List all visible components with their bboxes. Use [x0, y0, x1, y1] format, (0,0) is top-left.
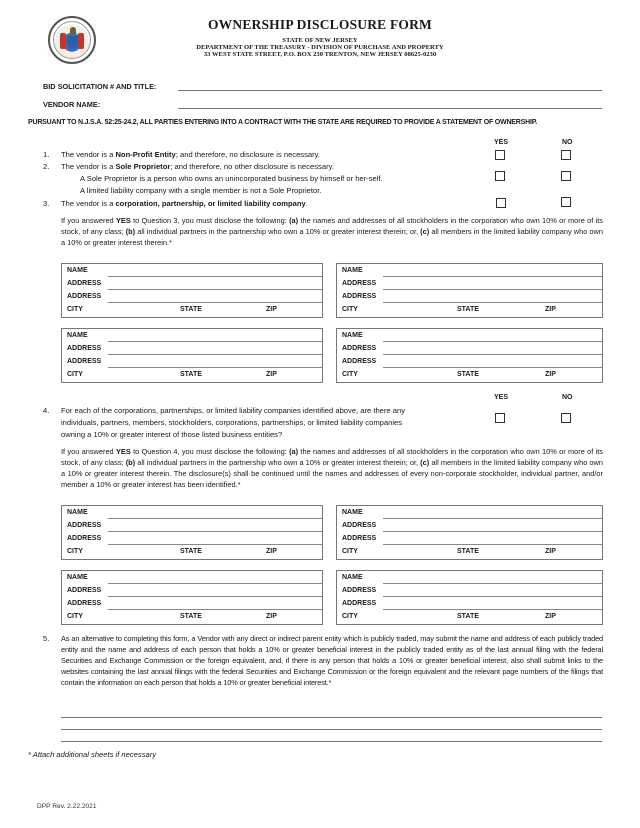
question-2-definition: A Sole Proprietor is a person who owns an unincorporated business by himself or her-self. [80, 174, 383, 183]
department-name: DEPARTMENT OF THE TREASURY - DIVISION OF PURCHASE AND PROPERTY [196, 44, 444, 51]
zip-label: ZIP [545, 613, 556, 620]
city-label: CITY [67, 306, 83, 313]
address-label: ADDRESS [342, 522, 377, 529]
zip-label: ZIP [266, 306, 277, 313]
address-label: ADDRESS [342, 587, 377, 594]
yes-column-header: YES [494, 139, 509, 146]
name-field[interactable] [383, 276, 602, 277]
state-field[interactable] [208, 370, 264, 382]
city-field[interactable] [361, 370, 455, 382]
question-4-text-line1: For each of the corporations, partnerships, or limited liability companies identified above, are there any [61, 406, 406, 415]
bid-solicitation-field[interactable] [178, 90, 602, 91]
name-field[interactable] [108, 276, 322, 277]
q4-address-box-2 [336, 505, 603, 560]
state-label: STATE [180, 371, 202, 378]
question-2-no-checkbox[interactable] [561, 171, 571, 181]
address-2-label: ADDRESS [342, 535, 377, 542]
city-field[interactable] [361, 305, 455, 317]
city-label: CITY [67, 371, 83, 378]
address-2-field[interactable] [383, 302, 602, 303]
address-2-field[interactable] [383, 609, 602, 610]
question-1-number: 1. [43, 150, 50, 159]
city-label: CITY [342, 548, 358, 555]
q3-address-box-1 [61, 263, 323, 318]
name-field[interactable] [383, 341, 602, 342]
address-field[interactable] [383, 596, 602, 597]
city-field[interactable] [361, 612, 455, 624]
name-label: NAME [342, 267, 363, 274]
zip-field[interactable] [284, 305, 322, 317]
address-2-field[interactable] [383, 544, 602, 545]
zip-label: ZIP [545, 306, 556, 313]
city-label: CITY [67, 613, 83, 620]
question-5-text: As an alternative to completing this form, a Vendor with any direct or indirect parent entity which is publicly traded, may submit the name and address of each publicly traded entity and the name and address of each person that holds a 10% or greater beneficial interest in the publicly traded entity as of the last annual filing with the federal Securities and Exchange Commission or the foreign equivalent, and, if there is any person that holds a 10% or greater beneficial interest, also shall submit links to the websites containing the last annual filings with the federal Securities and Exchange Commission or the foreign equivalent and the relevant page numbers of the filings that contain the information on each person that holds a 10% or greater beneficial interest.* [61, 634, 603, 687]
address-field[interactable] [108, 354, 322, 355]
address-2-field[interactable] [108, 544, 322, 545]
q4-no-column-header: NO [562, 394, 573, 401]
q4-address-box-4 [336, 570, 603, 625]
attach-sheets-note: * Attach additional sheets if necessary [28, 750, 157, 759]
zip-field[interactable] [284, 547, 322, 559]
address-label: ADDRESS [67, 587, 102, 594]
zip-label: ZIP [266, 613, 277, 620]
question-2-text: The vendor is a Sole Proprietor; and therefore, no other disclosure is necessary. [61, 162, 334, 171]
q4-address-box-3 [61, 570, 323, 625]
question-4-instructions: If you answered YES to Question 4, you must disclose the following: (a) the names and addresses of all stockholders in the corporation who own 10% or more of its stock, of any class; (b) all individual partners in the partnership who own a 10% or greater interest therein; or, (c) all members in the limited liability company who own a 10% or greater interest therein. The disclosure(s) shall be continued until the names and addresses of every non-corporate stockholder, individual partner, and/or member a 10% or greater interest has been identified.* [61, 447, 603, 489]
q3-address-box-2 [336, 263, 603, 318]
address-label: ADDRESS [67, 522, 102, 529]
city-label: CITY [342, 371, 358, 378]
state-field[interactable] [208, 305, 264, 317]
state-field[interactable] [485, 370, 543, 382]
question-3-instructions: If you answered YES to Question 3, you must disclose the following: (a) the names and addresses of all stockholders in the corporation who own 10% or more of its stock, of any class; (b) all individual partners in the partnership who own a 10% or greater interest therein; or, (c) all members in the limited liability company who own a 10% or greater interest therein.* [61, 216, 603, 247]
state-label: STATE [180, 306, 202, 313]
question-4-text-line2: individuals, partners, members, stockholders, corporations, partnerships, or limited liability companies [61, 418, 403, 427]
no-column-header: NO [562, 139, 573, 146]
vendor-name-field[interactable] [178, 108, 602, 109]
address-field[interactable] [108, 289, 322, 290]
name-field[interactable] [383, 518, 602, 519]
question-3-no-checkbox[interactable] [561, 197, 571, 207]
name-label: NAME [67, 509, 88, 516]
address-2-label: ADDRESS [67, 535, 102, 542]
question-1-yes-checkbox[interactable] [495, 150, 505, 160]
zip-field[interactable] [284, 612, 322, 624]
state-field[interactable] [208, 612, 264, 624]
address-2-field[interactable] [108, 367, 322, 368]
state-field[interactable] [485, 547, 543, 559]
question-5-answer-line-2[interactable] [61, 729, 602, 730]
question-5-answer-line-1[interactable] [61, 717, 602, 718]
q4-address-box-1 [61, 505, 323, 560]
state-field[interactable] [485, 612, 543, 624]
question-3-text: The vendor is a corporation, partnership, or limited liability company. [61, 199, 308, 208]
state-label: STATE [180, 548, 202, 555]
name-field[interactable] [108, 583, 322, 584]
question-4-yes-checkbox[interactable] [495, 413, 505, 423]
zip-field[interactable] [563, 547, 602, 559]
form-title: OWNERSHIP DISCLOSURE FORM [207, 17, 433, 32]
zip-field[interactable] [563, 370, 602, 382]
question-1-no-checkbox[interactable] [561, 150, 571, 160]
q4-yes-column-header: YES [494, 394, 509, 401]
question-2-yes-checkbox[interactable] [495, 171, 505, 181]
pursuant-statement: PURSUANT TO N.J.S.A. 52:25-24.2, ALL PARTIES ENTERING INTO A CONTRACT WITH THE STATE ARE REQUIRED TO PROVIDE A STATEMENT OF OWNERSHIP. [28, 119, 538, 126]
address-2-field[interactable] [383, 367, 602, 368]
question-4-text-line3: owning a 10% or greater interest of those listed business entities? [61, 430, 283, 439]
zip-field[interactable] [284, 370, 322, 382]
zip-label: ZIP [266, 548, 277, 555]
name-field[interactable] [108, 341, 322, 342]
address-label: ADDRESS [67, 345, 102, 352]
question-2-number: 2. [43, 162, 50, 171]
zip-field[interactable] [563, 612, 602, 624]
question-2-note: A limited liability company with a single member is not a Sole Proprietor. [80, 186, 322, 195]
address-field[interactable] [383, 289, 602, 290]
question-5-number: 5. [43, 634, 50, 643]
bid-solicitation-label: BID SOLICITATION # AND TITLE: [43, 82, 157, 91]
name-label: NAME [342, 332, 363, 339]
address-2-label: ADDRESS [67, 358, 102, 365]
city-label: CITY [67, 548, 83, 555]
address-2-label: ADDRESS [342, 358, 377, 365]
zip-label: ZIP [545, 548, 556, 555]
address-2-label: ADDRESS [67, 293, 102, 300]
city-label: CITY [342, 306, 358, 313]
name-label: NAME [67, 267, 88, 274]
name-label: NAME [342, 509, 363, 516]
address-2-label: ADDRESS [342, 293, 377, 300]
name-field[interactable] [383, 583, 602, 584]
department-address: 33 WEST STATE STREET, P.O. BOX 230 TRENTON, NEW JERSEY 08625-0230 [203, 51, 437, 58]
state-label: STATE [457, 306, 479, 313]
zip-label: ZIP [266, 371, 277, 378]
city-field[interactable] [86, 547, 178, 559]
address-2-label: ADDRESS [67, 600, 102, 607]
question-1-text: The vendor is a Non-Profit Entity; and therefore, no disclosure is necessary. [61, 150, 320, 159]
q3-address-box-4 [336, 328, 603, 383]
name-label: NAME [67, 332, 88, 339]
name-label: NAME [67, 574, 88, 581]
state-name: STATE OF NEW JERSEY [282, 37, 358, 44]
name-field[interactable] [108, 518, 322, 519]
state-field[interactable] [208, 547, 264, 559]
city-label: CITY [342, 613, 358, 620]
address-label: ADDRESS [342, 345, 377, 352]
address-2-field[interactable] [108, 609, 322, 610]
state-label: STATE [457, 371, 479, 378]
address-field[interactable] [383, 354, 602, 355]
address-label: ADDRESS [67, 280, 102, 287]
question-4-number: 4. [43, 406, 50, 415]
zip-field[interactable] [563, 305, 602, 317]
address-field[interactable] [108, 596, 322, 597]
q3-address-box-3 [61, 328, 323, 383]
question-5-answer-line-3[interactable] [61, 741, 602, 742]
state-label: STATE [457, 548, 479, 555]
city-field[interactable] [86, 370, 178, 382]
revision-label: DPP Rev. 2.22.2021 [37, 803, 97, 810]
address-label: ADDRESS [342, 280, 377, 287]
question-3-number: 3. [43, 199, 50, 208]
address-field[interactable] [383, 531, 602, 532]
name-label: NAME [342, 574, 363, 581]
vendor-name-label: VENDOR NAME: [43, 100, 101, 109]
state-field[interactable] [485, 305, 543, 317]
city-field[interactable] [361, 547, 455, 559]
address-2-field[interactable] [108, 302, 322, 303]
state-label: STATE [180, 613, 202, 620]
state-label: STATE [457, 613, 479, 620]
question-3-yes-checkbox[interactable] [496, 198, 506, 208]
address-field[interactable] [108, 531, 322, 532]
zip-label: ZIP [545, 371, 556, 378]
city-field[interactable] [86, 612, 178, 624]
question-4-no-checkbox[interactable] [561, 413, 571, 423]
city-field[interactable] [86, 305, 178, 317]
address-2-label: ADDRESS [342, 600, 377, 607]
